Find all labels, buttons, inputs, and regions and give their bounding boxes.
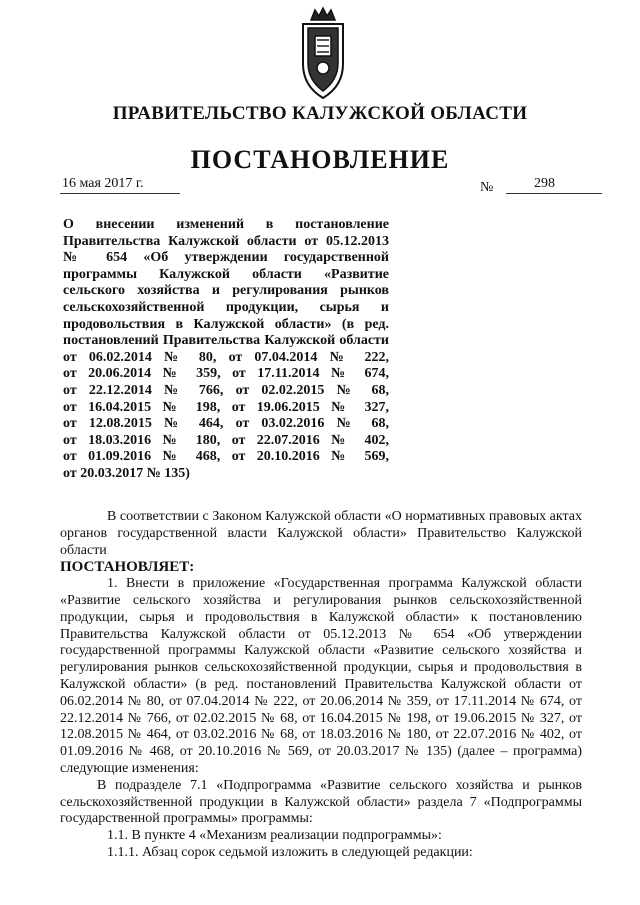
document-body: [60, 509, 582, 862]
item-1-paragraph: 1. Внести в приложение «Государственная программа Калужской области «Развитие сельского хозяйства и регулирования рынков сельскохозяйственной продукции, сырья и продовольствия в Калужской области» к постановлению Правительства Калужской области от 05.12.2013 № 654 «Об утверждении государственной программы Калужской области «Развитие сельского хозяйства и регулирования рынков сельскохозяйственной продукции, сырья и продовольствия в Калужской области» (в ред. постановлений Правительства Калужской области от 06.02.2014 № 80, от 07.04.2014 № 222, от 20.06.2014 № 359, от 17.11.2014 № 674, от 22.12.2014 № 766, от 02.02.2015 № 68, от 16.04.2015 № 198, от 19.06.2015 № 327, от 12.08.2015 № 464, от 03.02.2016 № 68, от 18.03.2016 № 180, от 22.07.2016 № 402, от 01.09.2016 № 468, от 20.10.2016 № 569, от 20.03.2017 № 135) (далее – программа) следующие изменения:: [60, 576, 582, 776]
subject-line: от 18.03.2016 № 180, от 22.07.2016 № 402,: [63, 432, 389, 448]
subject-line: программы Калужской области «Развитие: [63, 266, 389, 282]
organization-title: ПРАВИТЕЛЬСТВО КАЛУЖСКОЙ ОБЛАСТИ: [112, 103, 528, 124]
subject-line: О внесении изменений в постановление: [63, 217, 389, 232]
subject-line: сельскохозяйственной продукции, сырья и: [63, 299, 389, 315]
document-type-title: ПОСТАНОВЛЕНИЕ: [190, 145, 450, 174]
subject-line: от 20.03.2017 № 135): [63, 465, 190, 481]
subject-line: № 654 «Об утверждении государственной: [63, 250, 389, 266]
preamble-paragraph: В соответствии с Законом Калужской области «О нормативных правовых актах органов государственной власти Калужской области» Правительство Калужской области: [60, 509, 582, 558]
subject-line: от 06.02.2014 № 80, от 07.04.2014 № 222,: [63, 349, 389, 365]
document-date: 16 мая 2017 г.: [60, 175, 180, 194]
subject-line: Правительства Калужской области от 05.12.2013: [63, 233, 389, 249]
subject-line: от 01.09.2016 № 468, от 20.10.2016 № 569,: [63, 449, 389, 465]
subject-line: от 22.12.2014 № 766, от 02.02.2015 № 68,: [63, 382, 389, 398]
number-sign: №: [480, 180, 494, 195]
subject-line: от 12.08.2015 № 464, от 03.02.2016 № 68,: [63, 416, 389, 432]
coat-of-arms-icon: [295, 6, 351, 102]
item-1-1-paragraph: 1.1. В пункте 4 «Механизм реализации подпрограммы»:: [107, 828, 442, 844]
subject-line: от 16.04.2015 № 198, от 19.06.2015 № 327,: [63, 399, 389, 415]
subsection-paragraph: В подразделе 7.1 «Подпрограмма «Развитие сельского хозяйства и рынков сельскохозяйственной продукции в Калужской области» раздела 7 «Подпрограммы государственной программы» программы:: [60, 777, 582, 827]
document-subject: [63, 217, 389, 483]
subject-line: сельского хозяйства и регулирования рынков: [63, 283, 389, 299]
decree-word: ПОСТАНОВЛЯЕТ:: [60, 559, 195, 576]
subject-line: постановлений Правительства Калужской области: [63, 333, 389, 349]
subject-line: продовольствия в Калужской области» (в ред.: [63, 316, 389, 332]
document-number: 298: [506, 175, 602, 194]
item-1-1-1-paragraph: 1.1.1. Абзац сорок седьмой изложить в следующей редакции:: [107, 844, 473, 860]
subject-line: от 20.06.2014 № 359, от 17.11.2014 № 674,: [63, 366, 389, 382]
